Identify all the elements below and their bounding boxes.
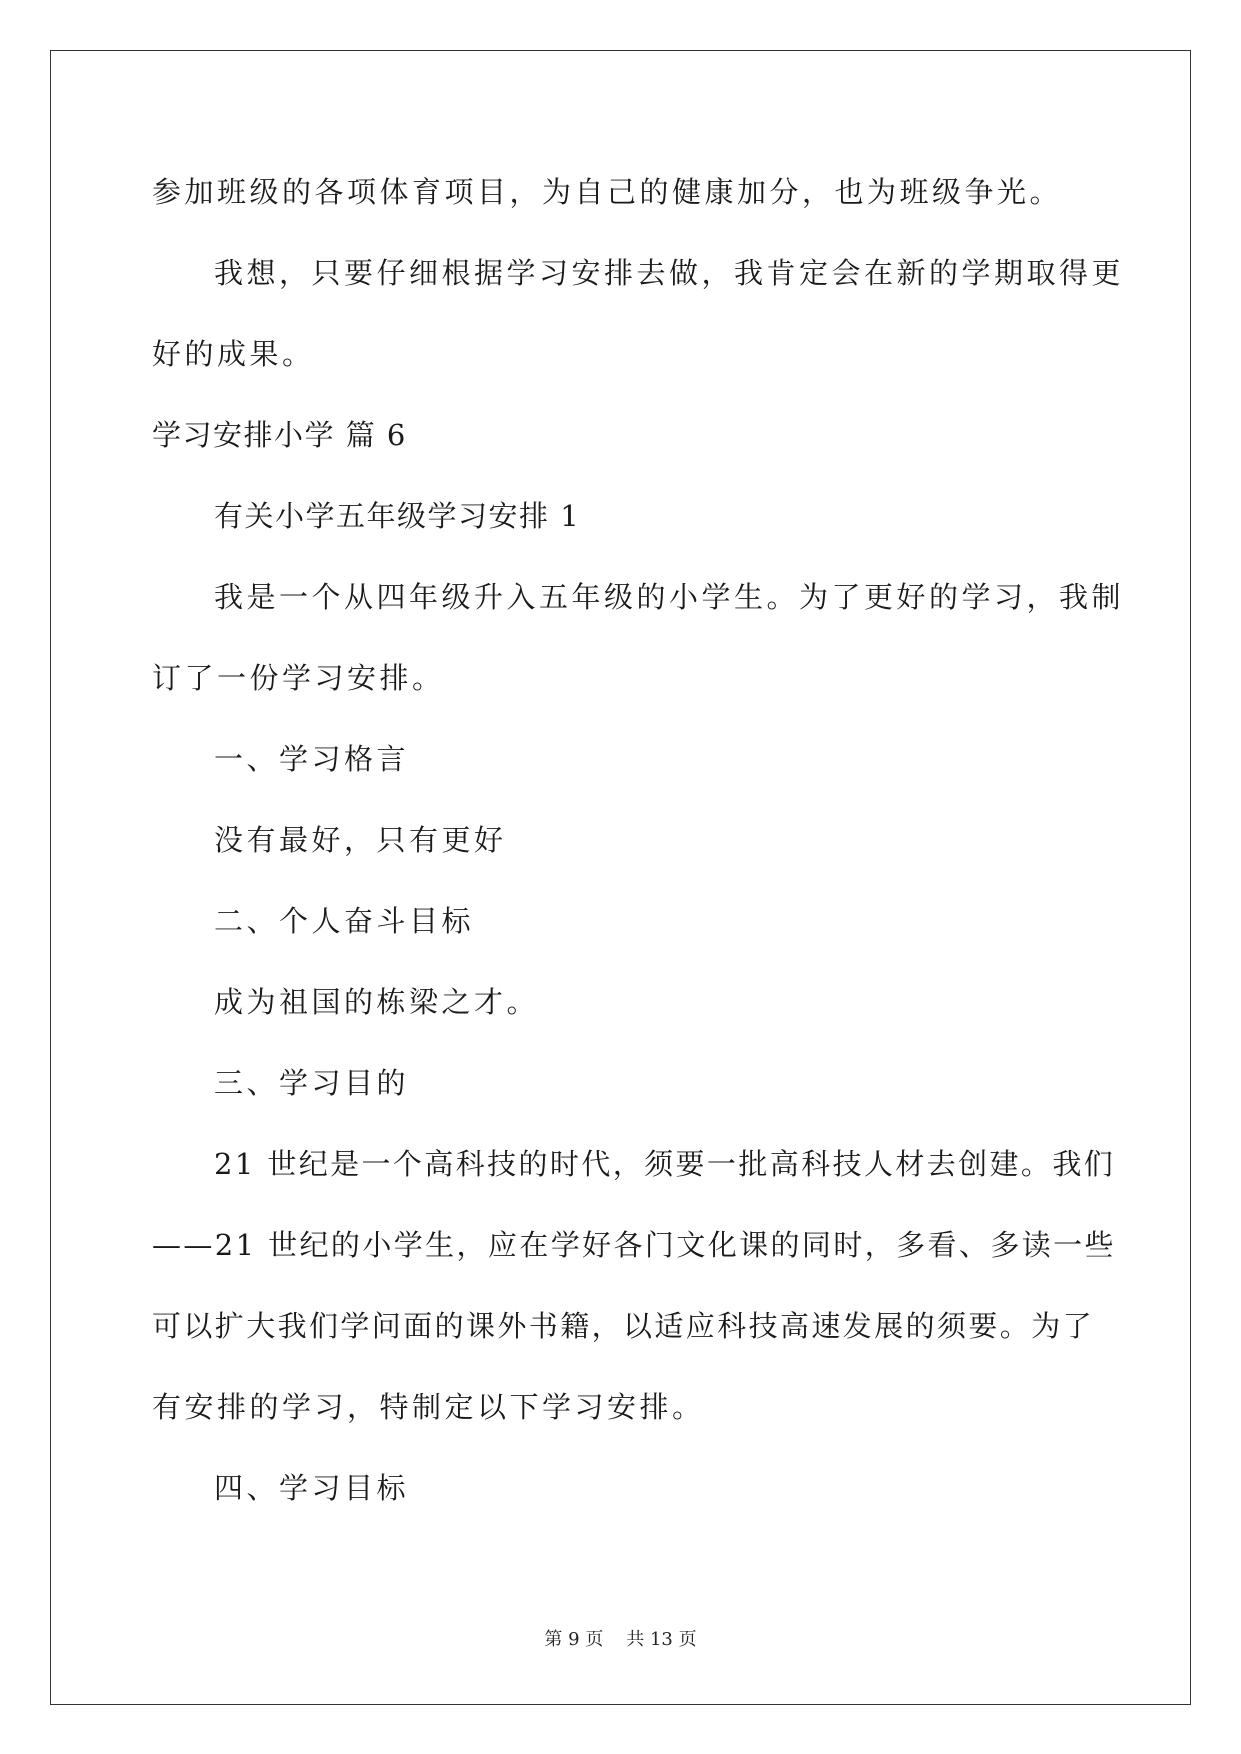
body-line-16: 有安排的学习，特制定以下学习安排。 bbox=[152, 1390, 705, 1424]
body-line-6: 我是一个从四年级升入五年级的小学生。为了更好的学习，我制 bbox=[214, 580, 1125, 614]
page-footer bbox=[0, 1628, 1241, 1652]
list-heading-4: 四、学习目标 bbox=[214, 1471, 410, 1505]
body-line-9: 没有最好，只有更好 bbox=[214, 823, 507, 857]
list-heading-2: 二、个人奋斗目标 bbox=[214, 904, 475, 938]
body-line-11: 成为祖国的栋梁之才。 bbox=[214, 985, 540, 1019]
page-number: 第 9 页 bbox=[544, 1629, 604, 1650]
body-line-3: 好的成果。 bbox=[152, 337, 315, 371]
body-line-2: 我想，只要仔细根据学习安排去做，我肯定会在新的学期取得更 bbox=[214, 256, 1125, 290]
list-heading-1: 一、学习格言 bbox=[214, 742, 410, 776]
body-line-1: 参加班级的各项体育项目，为自己的健康加分，也为班级争光。 bbox=[152, 175, 1063, 209]
sub-heading: 有关小学五年级学习安排 1 bbox=[214, 499, 581, 533]
section-heading: 学习安排小学 篇 6 bbox=[152, 418, 407, 452]
body-line-13: 21 世纪是一个高科技的时代，须要一批高科技人材去创建。我们 bbox=[214, 1147, 1116, 1181]
body-line-15: 可以扩大我们学问面的课外书籍，以适应科技高速发展的须要。为了 bbox=[152, 1309, 1095, 1343]
page-total: 共 13 页 bbox=[626, 1629, 697, 1650]
body-line-14: ——21 世纪的小学生，应在学好各门文化课的同时，多看、多读一些 bbox=[152, 1228, 1116, 1262]
list-heading-3: 三、学习目的 bbox=[214, 1066, 410, 1100]
body-line-7: 订了一份学习安排。 bbox=[152, 661, 445, 695]
page-border bbox=[50, 50, 1191, 1705]
